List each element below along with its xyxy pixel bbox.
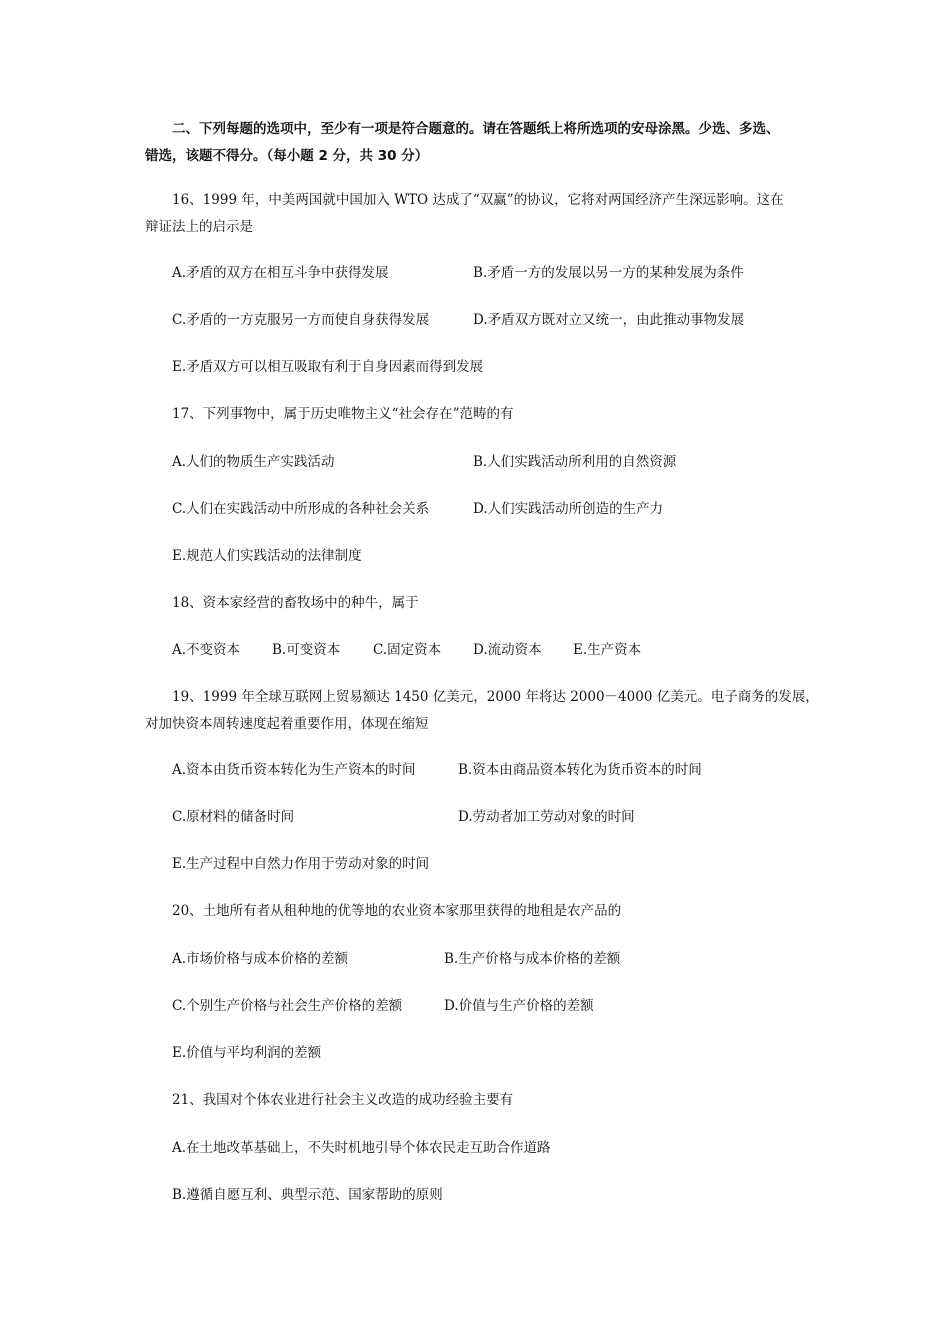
q21-option-b: B.遵循自愿互利、典型示范、国家帮助的原则: [172, 1187, 443, 1203]
q20-stem: 20、土地所有者从租种地的优等地的农业资本家那里获得的地租是农产品的: [172, 903, 622, 919]
q18-option-c: C.固定资本: [373, 642, 442, 658]
q17-option-e: E.规范人们实践活动的法律制度: [172, 548, 362, 564]
q19-option-c: C.原材料的储备时间: [172, 809, 295, 825]
q18-option-e: E.生产资本: [573, 642, 642, 658]
q17-option-a: A.人们的物质生产实践活动: [172, 454, 335, 470]
q16-option-a: A.矛盾的双方在相互斗争中获得发展: [172, 265, 389, 281]
q19-option-a: A.资本由货币资本转化为生产资本的时间: [172, 762, 416, 778]
q19-option-e: E.生产过程中自然力作用于劳动对象的时间: [172, 856, 430, 872]
section-heading-line2: 错选，该题不得分。（每小题 2 分，共 30 分）: [145, 148, 429, 164]
q20-option-c: C.个别生产价格与社会生产价格的差额: [172, 998, 403, 1014]
q19-stem-cont: 对加快资本周转速度起着重要作用，体现在缩短: [145, 716, 429, 732]
q20-option-a: A.市场价格与成本价格的差额: [172, 951, 349, 967]
q16-option-c: C.矛盾的一方克服另一方而使自身获得发展: [172, 312, 430, 328]
q16-option-b: B.矛盾一方的发展以另一方的某种发展为条件: [473, 265, 744, 281]
section-heading-line1: 二、下列每题的选项中，至少有一项是符合题意的。请在答题纸上将所选项的安母涂黑。少选、多选、: [172, 121, 780, 137]
q21-stem: 21、我国对个体农业进行社会主义改造的成功经验主要有: [172, 1092, 514, 1108]
q18-option-d: D.流动资本: [473, 642, 542, 658]
q16-option-d: D.矛盾双方既对立又统一，由此推动事物发展: [473, 312, 745, 328]
q16-option-e: E.矛盾双方可以相互吸取有利于自身因素而得到发展: [172, 359, 484, 375]
q16-stem-cont: 辩证法上的启示是: [145, 219, 253, 235]
q20-option-d: D.价值与生产价格的差额: [444, 998, 594, 1014]
q17-option-b: B.人们实践活动所利用的自然资源: [473, 454, 677, 470]
q18-stem: 18、资本家经营的畜牧场中的种牛，属于: [172, 595, 419, 611]
q19-option-b: B.资本由商品资本转化为货币资本的时间: [458, 762, 702, 778]
q21-option-a: A.在土地改革基础上，不失时机地引导个体农民走互助合作道路: [172, 1140, 551, 1156]
q20-option-e: E.价值与平均利润的差额: [172, 1045, 322, 1061]
q19-option-d: D.劳动者加工劳动对象的时间: [458, 809, 635, 825]
q19-stem: 19、1999 年全球互联网上贸易额达 1450 亿美元，2000 年将达 2000－4000 亿美元。电子商务的发展，: [172, 689, 819, 705]
q16-stem: 16、1999 年，中美两国就中国加入 WTO 达成了“双赢”的协议，它将对两国经济产生深远影响。这在: [172, 192, 784, 208]
q18-option-a: A.不变资本: [172, 642, 241, 658]
q17-stem: 17、下列事物中，属于历史唯物主义“社会存在”范畴的有: [172, 406, 514, 422]
q20-option-b: B.生产价格与成本价格的差额: [444, 951, 621, 967]
q18-option-b: B.可变资本: [272, 642, 341, 658]
q17-option-d: D.人们实践活动所创造的生产力: [473, 501, 664, 517]
q17-option-c: C.人们在实践活动中所形成的各种社会关系: [172, 501, 430, 517]
